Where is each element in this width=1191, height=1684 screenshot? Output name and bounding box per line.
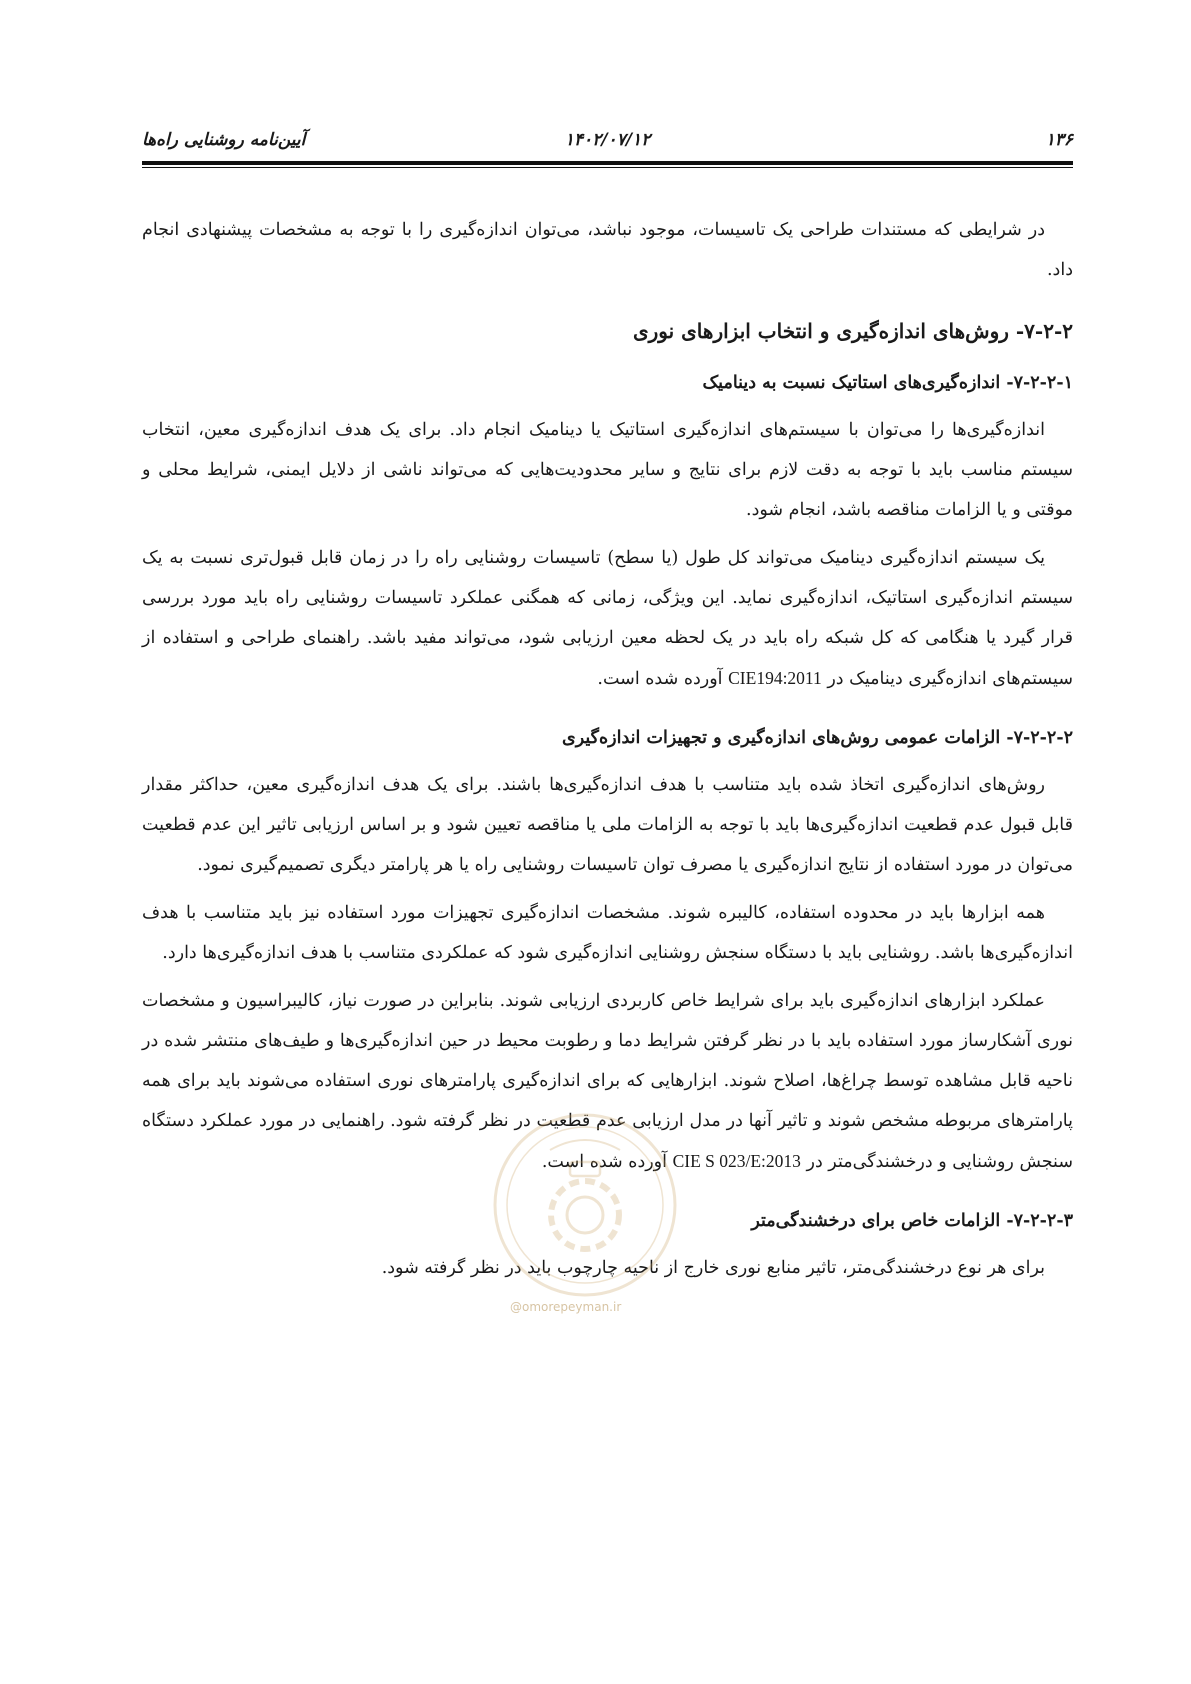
section-heading: ۷-۲-۲- روش‌های اندازه‌گیری و انتخاب ابزارهای نوری — [632, 319, 1073, 343]
header-rule — [142, 161, 1073, 165]
subsection-3-heading: ۷-۲-۲-۳- الزامات خاص برای درخشندگی‌متر — [751, 1211, 1073, 1231]
subsection-2-paragraph-2: همه ابزارها باید در محدوده استفاده، کالیبره شوند. مشخصات اندازه‌گیری تجهیزات مورد استفاده نیز باید متناسب با هدف اندازه‌گیری‌ها باشد. روشنایی باید با دستگاه سنجش روشنایی اندازه‌گیری شود که عملکردی متناسب با هدف اندازه‌گیری‌ها دارد. — [142, 903, 1073, 963]
page-header — [142, 122, 1073, 154]
subsection-3-paragraph-1: برای هر نوع درخشندگی‌متر، تاثیر منابع نوری خارج از ناحیه چارچوب باید در نظر گرفته شود. — [381, 1258, 1045, 1278]
header-rule-thin — [142, 167, 1073, 168]
paragraph-text: آورده شده است. — [597, 669, 723, 689]
subsection-2-paragraph-1: روش‌های اندازه‌گیری اتخاذ شده باید متناسب با هدف اندازه‌گیری‌ها باشند. برای یک هدف اندازه‌گیری معین، حداکثر مقدار قابل قبول عدم قطعیت اندازه‌گیری‌ها باید با توجه به الزامات ملی یا مناقصه تعیین شود و بر اساس ارزیابی تاثیر این عدم قطعیت می‌توان در مورد استفاده از نتایج اندازه‌گیری یا مصرف توان تاسیسات روشنایی راه یا هر پارامتر دیگری تصمیم‌گیری نمود. — [142, 775, 1073, 875]
standard-reference: CIE S 023/E:2013 — [672, 1151, 801, 1171]
watermark-credit: @omorepeyman.ir — [510, 1300, 622, 1314]
subsection-2-heading: ۷-۲-۲-۲- الزامات عمومی روش‌های اندازه‌گیری و تجهیزات اندازه‌گیری — [562, 728, 1073, 748]
subsection-1-paragraph-1: اندازه‌گیری‌ها را می‌توان با سیستم‌های اندازه‌گیری استاتیک یا دینامیک انجام داد. برای یک هدف اندازه‌گیری معین، انتخاب سیستم مناسب باید با توجه به دقت لازم برای نتایج و سایر محدودیت‌هایی که می‌تواند ناشی از دلایل ایمنی، شرایط محلی و موقتی و یا الزامات مناقصه باشد، انجام شود. — [142, 420, 1073, 520]
paragraph-text: آورده شده است. — [541, 1152, 667, 1172]
subsection-1-paragraph-2 — [142, 538, 1073, 699]
watermark-stamp-icon — [490, 1110, 680, 1300]
page-number: ۱۳۶ — [1045, 130, 1073, 150]
paragraph-text: عملکرد ابزارهای اندازه‌گیری باید برای شرایط خاص کاربردی ارزیابی شوند. بنابراین در صورت نیاز، کالیبراسیون و مشخصات نوری آشکارساز مورد استفاده باید با در نظر گرفتن شرایط دما و رطوبت محیط در حین اندازه‌گیری‌ها و طیف‌های منتشر شده در ناحیه قابل مشاهده توسط چراغ‌ها، اصلاح شوند. ابزارهایی که برای اندازه‌گیری پارامترهای نوری استفاده می‌شوند باید برای همه پارامترهای مربوطه مشخص شوند و تاثیر آنها در مدل ارزیابی عدم قطعیت در نظر گرفته شود. راهنمایی در مورد عملکرد دستگاه سنجش روشنایی و درخشندگی‌متر در — [142, 991, 1073, 1172]
intro-paragraph: در شرایطی که مستندات طراحی یک تاسیسات، موجود نباشد، می‌توان اندازه‌گیری را با توجه به مشخصات پیشنهادی انجام داد. — [142, 220, 1073, 280]
header-date: ۱۴۰۲/۰۷/۱۲ — [564, 130, 651, 150]
paragraph-text: یک سیستم اندازه‌گیری دینامیک می‌تواند کل طول (یا سطح) تاسیسات روشنایی راه را در زمان قابل قبول‌تری نسبت به یک سیستم اندازه‌گیری استاتیک، اندازه‌گیری نماید. این ویژگی، زمانی که همگنی عملکرد تاسیسات روشنایی راه باید مورد بررسی قرار گیرد یا هنگامی که کل شبکه راه باید در یک لحظه معین ارزیابی شود، می‌تواند مفید باشد. راهنمای طراحی و استفاده از سیستم‌های اندازه‌گیری دینامیک در — [142, 548, 1073, 689]
subsection-1-heading: ۷-۲-۲-۱- اندازه‌گیری‌های استاتیک نسبت به دینامیک — [702, 373, 1073, 393]
header-document-title: آیین‌نامه روشنایی راه‌ها — [142, 130, 306, 150]
standard-reference: CIE194:2011 — [728, 668, 822, 688]
